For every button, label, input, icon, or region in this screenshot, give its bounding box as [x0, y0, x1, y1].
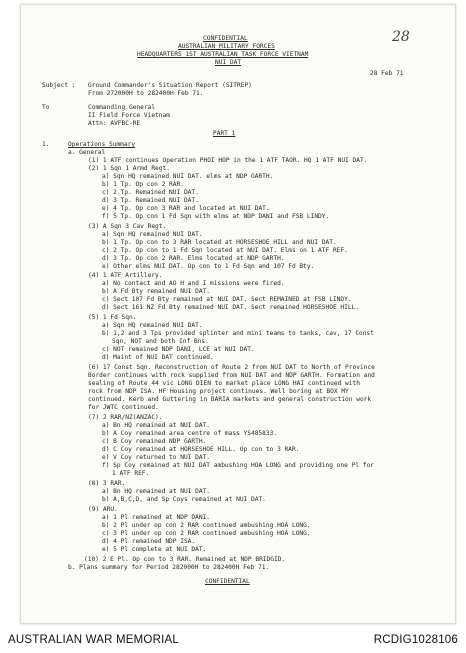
- body-line: c) B Coy remained NDP GARTH.: [102, 438, 207, 445]
- body-line: (2) 1 Sqn 1 Armd Regt.: [88, 165, 170, 172]
- footer-institution: AUSTRALIAN WAR MEMORIAL: [8, 634, 179, 646]
- section-general: a. General: [68, 149, 106, 156]
- body-line: Border continues with rock supplied from NUI DAT and NDP GARTH. Formation and: [88, 372, 375, 379]
- body-line: e) Other elms NUI DAT. Op con to 1 Fd Sqn and 107 Fd Bty.: [102, 263, 315, 270]
- body-line: c) 2 Tp. Op con to 1 Fd Sqn located at NUI DAT. Elms on 1 ATF REF.: [102, 247, 348, 254]
- body-line: b) 1 Tp. Op con to 3 RAR located at HORSESHOE HILL and NUI DAT.: [102, 239, 337, 246]
- to-line-1: Commanding General: [88, 104, 156, 111]
- body-line: b) 2 Pl under op con 2 RAR continued ambushing HOA LONG.: [102, 522, 311, 529]
- body-line: a) No contact and AO H and I missions were fired.: [102, 280, 285, 287]
- body-line: b) A Fd Bty remained NUI DAT.: [102, 288, 211, 295]
- body-line: d) 3 Tp. Op con 2 RAR. Elms located at NDP GARTH.: [102, 255, 285, 262]
- body-line: b) A,B,C,D, and Sp Coys remained at NUI DAT.: [102, 496, 266, 503]
- body-line: a) Sqn HQ remained NUI DAT.: [102, 322, 203, 329]
- subject-label: Subject :: [42, 82, 76, 89]
- body-line: (9) ARU.: [88, 506, 118, 513]
- body-line: d) 3 Tp. Remained NUI DAT.: [102, 197, 199, 204]
- body-line: (10) 2 E Pl. Op con to 3 RAR. Remained at NDP BRIDGID.: [84, 556, 286, 563]
- org-line-3: NUI DAT: [215, 59, 242, 66]
- footer-record-id: RCDIG1028106: [373, 634, 458, 646]
- body-line: b) 1,2 and 3 Tps provided splinter and mini teams to tanks, cav, 17 Const: [102, 330, 374, 337]
- section-title: Operations Summary: [68, 141, 136, 148]
- body-line: sealing of Route 44 vic LONG DIEN to market place LONG HAI continued with: [88, 380, 360, 387]
- body-line: (4) 1 ATF Artillery.: [88, 272, 163, 279]
- org-line-2: HEADQUARTERS 1ST AUSTRALIAN TASK FORCE VIETNAM: [137, 51, 309, 58]
- part-heading: PART 1: [213, 130, 236, 137]
- body-line: c) Sect 107 Fd Bty remained at NUI DAT. Sect REMAINED at FSB LINDY.: [102, 296, 352, 303]
- body-line: for JWTC continued.: [88, 404, 159, 411]
- body-line: f) Sp Coy remained at NUI DAT ambushing HOA LONG and providing one Pl for: [102, 462, 374, 469]
- body-line: e) V Coy returned to NUI DAT.: [102, 454, 211, 461]
- to-line-3: Attn: AVFBC-RE: [88, 120, 141, 127]
- body-line: 1 ATF REF.: [112, 470, 150, 477]
- body-line: (1) 1 ATF continues Operation PHOI HOP in the 1 ATF TAOR. HQ 1 ATF NUI DAT.: [88, 157, 368, 164]
- classification-bottom: CONFIDENTIAL: [205, 578, 250, 585]
- body-line: a) Sqn HQ remained NUI DAT. elms at NDP GARTH.: [102, 173, 274, 180]
- body-line: b) A Coy remained area centre of mass YS485833.: [102, 430, 278, 437]
- body-line: d) 4 Pl remained NDP ISA.: [102, 538, 196, 545]
- body-line: c) NOT remained NDP DANI, LCE at NUI DAT.: [102, 346, 255, 353]
- body-line: (8) 3 RAR.: [88, 480, 126, 487]
- body-line: (5) 1 Fd Sqn.: [88, 314, 137, 321]
- body-line: c) 2 Tp. Remained NUI DAT.: [102, 189, 199, 196]
- body-line: (6) 17 Const Sqn. Reconstruction of Route 2 from NUI DAT to North of Province: [88, 364, 375, 371]
- subject-line-1: Ground Commander's Situation Report (SITREP): [88, 82, 252, 89]
- subject-line-2: From 272000H to 282400H Feb 71.: [88, 90, 204, 97]
- plans-summary: b. Plans summary for Period 282000H to 282400H Feb 71.: [68, 564, 270, 571]
- body-line: f) 5 Tp. Op con 1 Fd Sqn with elms at NDP DANI and FSB LINDY.: [102, 213, 330, 220]
- body-line: a) 1 Pl remained at NDP DANI.: [102, 514, 211, 521]
- body-line: b) 1 Tp. Op con 2 RAR.: [102, 181, 184, 188]
- body-line: (7) 2 RAR/NZ(ANZAC).: [88, 414, 163, 421]
- body-line: a) Bn HQ remained at NUI DAT.: [102, 422, 211, 429]
- body-line: d) Sect 161 NZ Fd Bty remained NUI DAT. Sect remained HORSESHOE HILL.: [102, 304, 360, 311]
- body-line: a) Bn HQ remained at NUI DAT.: [102, 488, 211, 495]
- section-number: 1.: [42, 141, 50, 148]
- body-line: continued. Kerb and Guttering in BARIA markets and general construction work: [88, 396, 372, 403]
- org-line-1: AUSTRALIAN MILITARY FORCES: [178, 43, 275, 50]
- body-line: Sqn, NOT and both Inf Bns.: [112, 338, 209, 345]
- document-date: 28 Feb 71: [370, 70, 404, 77]
- body-line: e) 5 Pl complete at NUI DAT.: [102, 546, 207, 553]
- body-line: d) Maint of NUI DAT continued.: [102, 354, 214, 361]
- classification-top: CONFIDENTIAL: [203, 35, 248, 42]
- to-label: To: [42, 104, 50, 111]
- body-line: a) Sqn HQ remained NUI DAT.: [102, 231, 203, 238]
- body-line: d) C Coy remained at HORSESHOE HILL. Op con to 3 RAR.: [102, 446, 300, 453]
- handwritten-page-number: 28: [392, 29, 410, 45]
- body-line: rock from NDP ISA. HF Housing project continues. Well boring at BOX MY: [88, 388, 349, 395]
- body-line: c) 3 Pl under op con 2 RAR continued ambushing HOA LONG.: [102, 530, 311, 537]
- to-line-2: II Field Force Vietnam: [88, 112, 170, 119]
- body-line: (3) A Sqn 3 Cav Regt.: [88, 223, 167, 230]
- body-line: e) 4 Tp. Op con 3 RAR and located at NUI DAT.: [102, 205, 270, 212]
